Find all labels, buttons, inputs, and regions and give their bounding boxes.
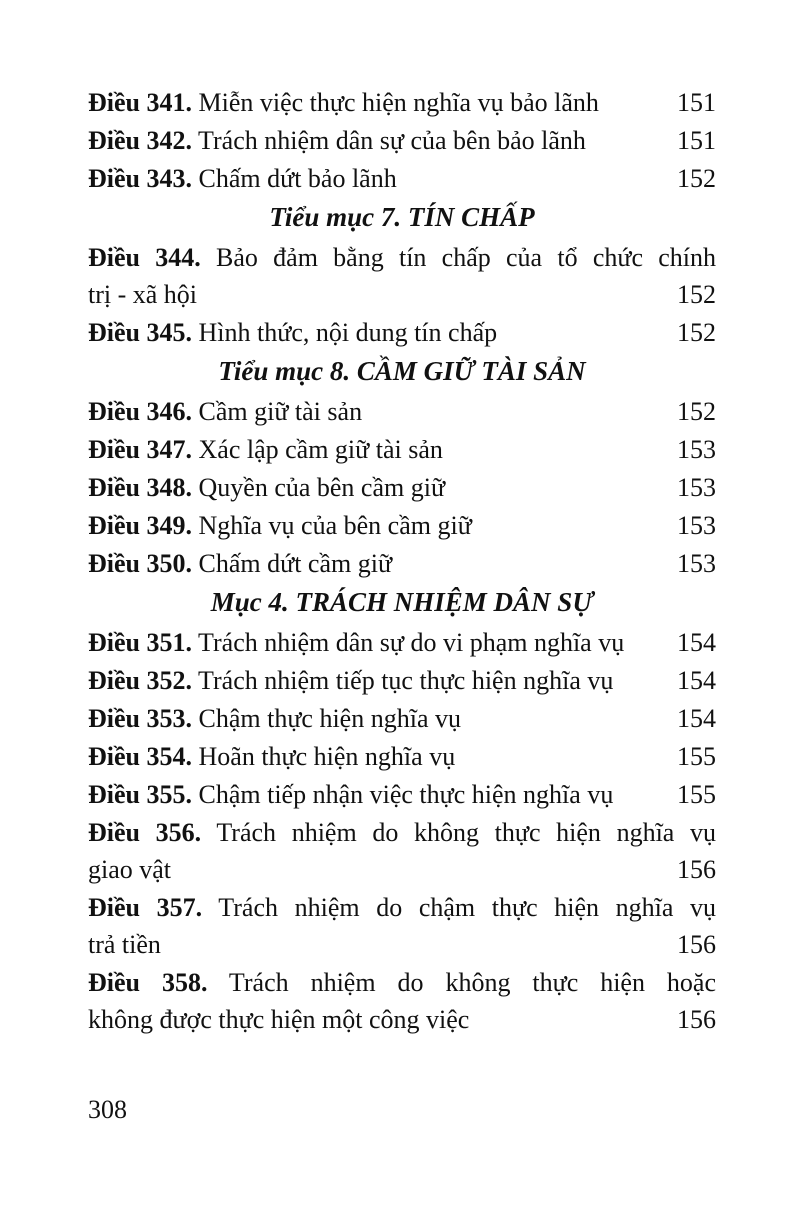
article-title: Nghĩa vụ của bên cầm giữ (192, 511, 472, 540)
article-title: Miễn việc thực hiện nghĩa vụ bảo lãnh (192, 88, 599, 117)
article-number: Điều 342. (88, 126, 192, 155)
toc-entry (88, 964, 716, 1038)
page-reference: 152 (677, 164, 716, 193)
section-heading: Tiểu mục 7. TÍN CHẤP (269, 202, 535, 232)
article-title: Bảo đảm bằng tín chấp của tổ chức chính (200, 243, 717, 272)
article-title: Trách nhiệm do không thực hiện hoặc (207, 968, 716, 997)
article-number: Điều 349. (88, 511, 192, 540)
article-title: Chậm thực hiện nghĩa vụ (192, 704, 461, 733)
article-title: Trách nhiệm do không thực hiện nghĩa vụ (201, 818, 716, 847)
page-reference: 152 (677, 318, 716, 347)
toc-entry (88, 314, 716, 351)
article-title-continued: không được thực hiện một công việc (88, 1005, 470, 1034)
article-number: Điều 341. (88, 88, 192, 117)
article-title: Quyền của bên cầm giữ (192, 473, 446, 502)
article-number: Điều 348. (88, 473, 192, 502)
toc-entry (88, 84, 716, 121)
page-reference: 156 (677, 855, 716, 884)
article-title: Xác lập cầm giữ tài sản (192, 435, 443, 464)
page-reference: 151 (677, 88, 716, 117)
section-heading: Tiểu mục 8. CẦM GIỮ TÀI SẢN (218, 356, 586, 386)
page-reference: 156 (677, 1005, 716, 1034)
page-reference: 152 (677, 280, 716, 309)
page-reference: 154 (677, 628, 716, 657)
article-number: Điều 354. (88, 742, 192, 771)
article-number: Điều 345. (88, 318, 192, 347)
page-reference: 153 (677, 473, 716, 502)
toc-entry (88, 700, 716, 737)
page-reference: 156 (677, 930, 716, 959)
article-number: Điều 343. (88, 164, 192, 193)
article-title-continued: trị - xã hội (88, 280, 198, 309)
toc-entry (88, 239, 716, 313)
toc-entry (88, 469, 716, 506)
page-reference: 152 (677, 397, 716, 426)
page-reference: 153 (677, 549, 716, 578)
article-number: Điều 353. (88, 704, 192, 733)
toc-entry (88, 889, 716, 963)
toc-entry (88, 545, 716, 582)
article-title: Trách nhiệm dân sự của bên bảo lãnh (192, 126, 586, 155)
page-reference: 153 (677, 511, 716, 540)
page-reference: 153 (677, 435, 716, 464)
toc-entry (88, 624, 716, 661)
article-title: Chấm dứt cầm giữ (192, 549, 393, 578)
article-title: Trách nhiệm do chậm thực hiện nghĩa vụ (202, 893, 716, 922)
article-number: Điều 352. (88, 666, 192, 695)
article-title: Chậm tiếp nhận việc thực hiện nghĩa vụ (192, 780, 614, 809)
section-heading: Mục 4. TRÁCH NHIỆM DÂN SỰ (210, 587, 594, 617)
toc-entry (88, 814, 716, 888)
table-of-contents (88, 84, 716, 1039)
article-title-continued: giao vật (88, 855, 172, 884)
page-reference: 151 (677, 126, 716, 155)
article-number: Điều 356. (88, 818, 202, 847)
article-number: Điều 347. (88, 435, 192, 464)
toc-entry (88, 776, 716, 813)
article-title: Hình thức, nội dung tín chấp (192, 318, 498, 347)
article-title: Trách nhiệm tiếp tục thực hiện nghĩa vụ (192, 666, 614, 695)
page-reference: 155 (677, 780, 716, 809)
article-title: Cầm giữ tài sản (192, 397, 363, 426)
page-reference: 154 (677, 666, 716, 695)
toc-entry (88, 507, 716, 544)
toc-entry (88, 431, 716, 468)
toc-entry (88, 160, 716, 197)
page-reference: 155 (677, 742, 716, 771)
article-title-continued: trả tiền (88, 930, 161, 959)
article-number: Điều 355. (88, 780, 192, 809)
article-title: Trách nhiệm dân sự do vi phạm nghĩa vụ (192, 628, 625, 657)
article-number: Điều 346. (88, 397, 192, 426)
toc-entry (88, 738, 716, 775)
page-number: 308 (88, 1095, 127, 1124)
article-number: Điều 350. (88, 549, 192, 578)
page-reference: 154 (677, 704, 716, 733)
article-title: Hoãn thực hiện nghĩa vụ (192, 742, 456, 771)
article-number: Điều 357. (88, 893, 203, 922)
toc-entry (88, 393, 716, 430)
article-number: Điều 344. (88, 243, 201, 272)
article-number: Điều 358. (88, 968, 208, 997)
article-number: Điều 351. (88, 628, 192, 657)
toc-entry (88, 662, 716, 699)
article-title: Chấm dứt bảo lãnh (192, 164, 397, 193)
toc-entry (88, 122, 716, 159)
